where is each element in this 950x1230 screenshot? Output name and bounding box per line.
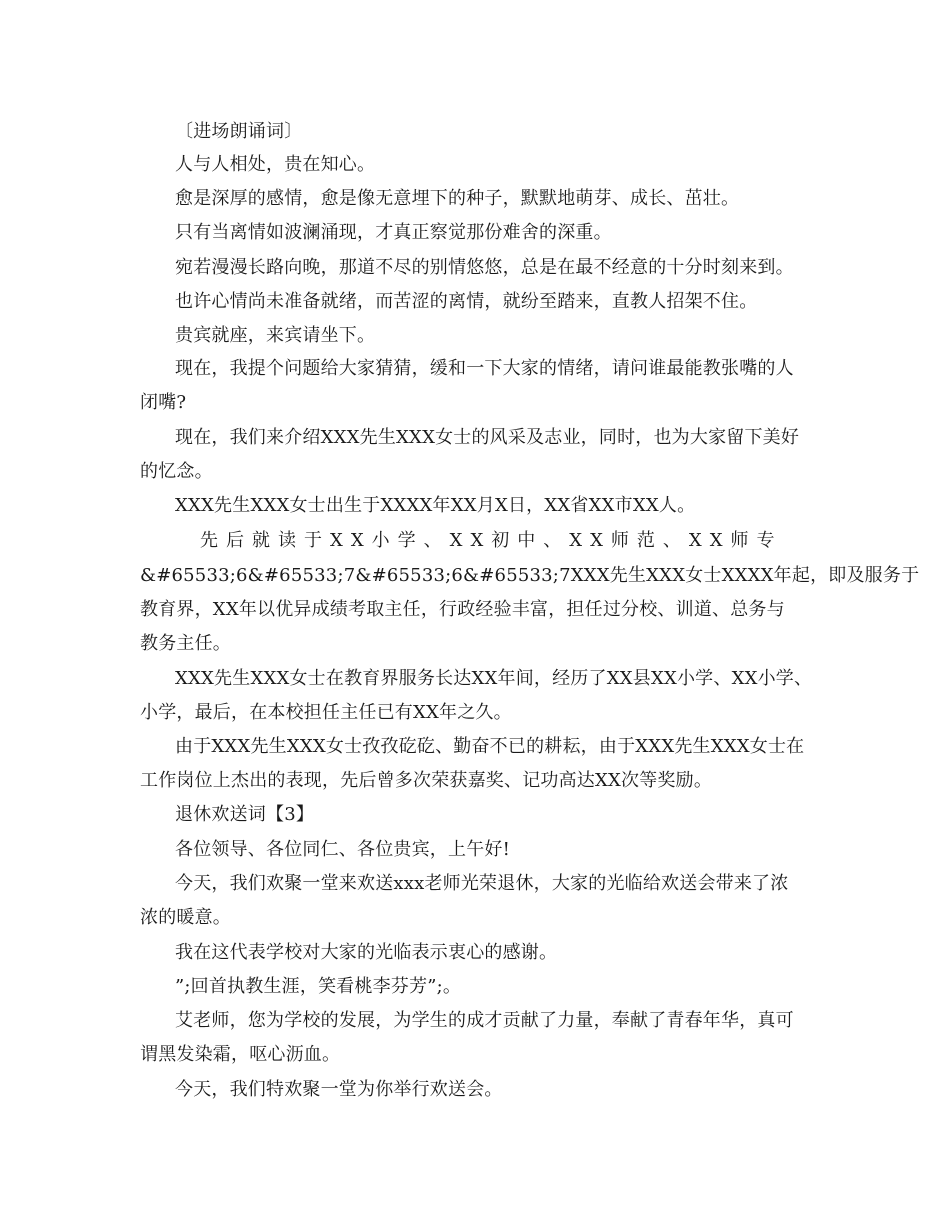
text-line: 贵宾就座，来宾请坐下。 bbox=[175, 325, 376, 346]
text-line: XXX先生XXX女士出生于XXXX年XX月X日，XX省XX市XX人。 bbox=[175, 495, 696, 516]
text-line: ”;回首执教生涯，笑看桃李芬芳”;。 bbox=[175, 976, 462, 997]
text-line: 闭嘴? bbox=[140, 392, 187, 413]
text-line: 也许心情尚未准备就绪，而苦涩的离情，就纷至踏来，直教人招架不住。 bbox=[175, 291, 758, 312]
text-line: 现在，我提个问题给大家猜猜，缓和一下大家的情绪，请问谁最能教张嘴的人 bbox=[175, 358, 794, 379]
text-line: 只有当离情如波澜涌现，才真正察觉那份难舍的深重。 bbox=[175, 222, 612, 243]
text-line: 教育界，XX年以优异成绩考取主任，行政经验丰富，担任过分校、训道、总务与 bbox=[140, 599, 785, 620]
text-line: 教务主任。 bbox=[140, 633, 231, 654]
text-line: 愈是深厚的感情，愈是像无意埋下的种子，默默地萌芽、成长、茁壮。 bbox=[175, 188, 740, 209]
text-line: 各位领导、各位同仁、各位贵宾，上午好! bbox=[175, 839, 511, 860]
text-line: 由于XXX先生XXX女士孜孜矻矻、勤奋不已的耕耘，由于XXX先生XXX女士在 bbox=[175, 736, 805, 757]
text-line: 工作岗位上杰出的表现，先后曾多次荣获嘉奖、记功高达XX次等奖励。 bbox=[140, 770, 713, 791]
text-line: 谓黑发染霜，呕心沥血。 bbox=[140, 1044, 341, 1065]
text-line: 浓的暖意。 bbox=[140, 907, 231, 928]
text-line: XXX先生XXX女士在教育界服务长达XX年间，经历了XX县XX小学、XX小学、 bbox=[175, 668, 813, 689]
section-heading: 退休欢送词【3】 bbox=[175, 804, 315, 825]
text-line: 的忆念。 bbox=[140, 461, 213, 482]
text-line: 我在这代表学校对大家的光临表示衷心的感谢。 bbox=[175, 942, 558, 963]
text-line: 现在，我们来介绍XXX先生XXX女士的风采及志业，同时，也为大家留下美好 bbox=[175, 427, 800, 448]
text-line: 艾老师，您为学校的发展，为学生的成才贡献了力量，奉献了青春年华，真可 bbox=[175, 1010, 794, 1031]
text-line: 今天，我们特欢聚一堂为你举行欢送会。 bbox=[175, 1079, 503, 1100]
text-line: 先后就读于XX小学、XX初中、XX师范、XX师专 bbox=[200, 530, 783, 551]
text-line: 宛若漫漫长路向晚，那道不尽的别情悠悠，总是在最不经意的十分时刻来到。 bbox=[175, 257, 794, 278]
text-line: 小学，最后，在本校担任主任已有XX年之久。 bbox=[140, 702, 512, 723]
text-line: &#65533;6&#65533;7&#65533;6&#65533;7XXX先生XXX女士XXXX年起，即及服务于 bbox=[140, 565, 920, 586]
text-line: 今天，我们欢聚一堂来欢送xxx老师光荣退休，大家的光临给欢送会带来了浓 bbox=[175, 873, 789, 894]
text-line: 人与人相处，贵在知心。 bbox=[175, 154, 376, 175]
text-line: 〔进场朗诵词〕 bbox=[175, 121, 303, 142]
